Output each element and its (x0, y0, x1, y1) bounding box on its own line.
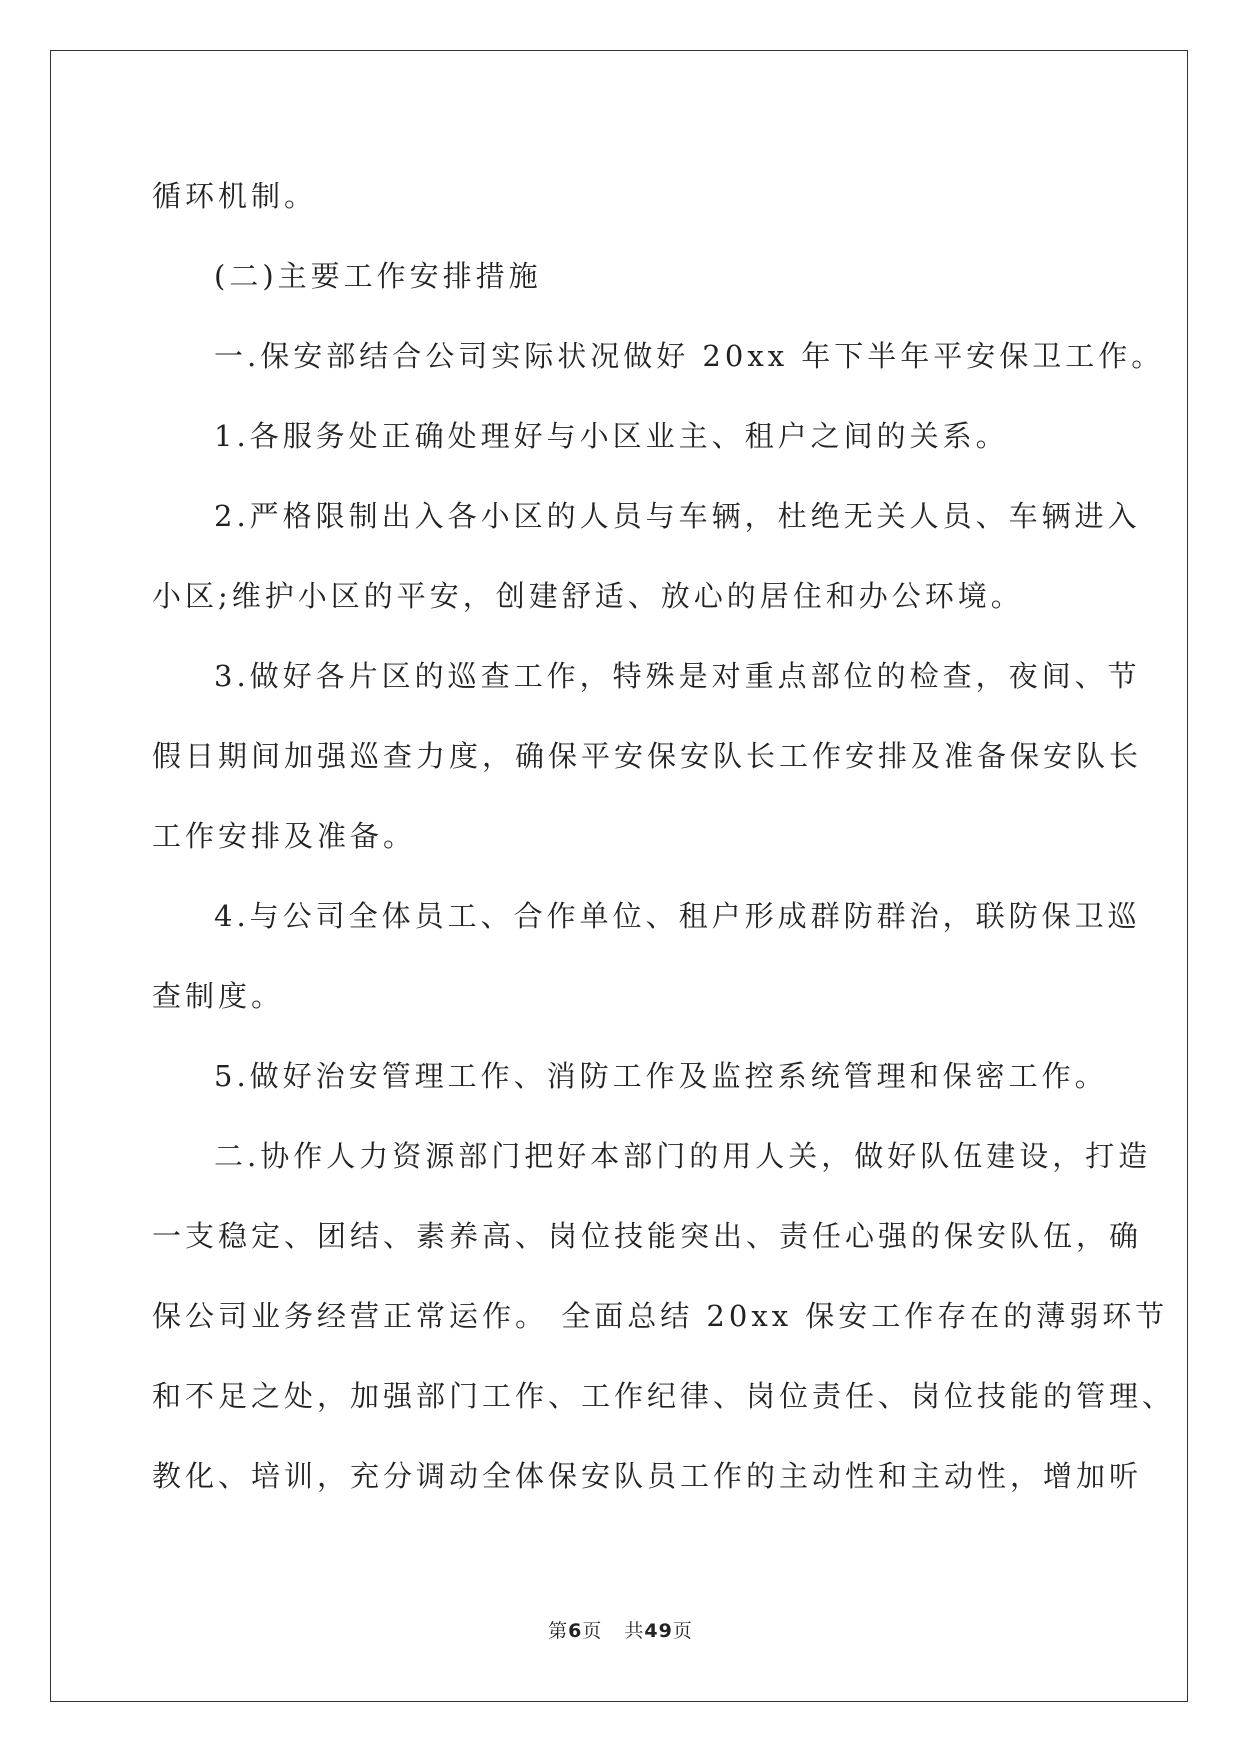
text-line: 4.与公司全体员工、合作单位、租户形成群防群治，联防保卫巡 (214, 899, 1141, 933)
text-line: 一.保安部结合公司实际状况做好 20xx 年下半年平安保卫工作。 (214, 339, 1165, 373)
footer-total-suffix: 页 (672, 1620, 693, 1642)
text-line: 5.做好治安管理工作、消防工作及监控系统管理和保密工作。 (214, 1059, 1108, 1093)
page-footer (0, 1616, 1241, 1643)
text-line: 工作安排及准备。 (152, 819, 417, 853)
current-page-number: 6 (568, 1620, 583, 1642)
text-line: 小区;维护小区的平安，创建舒适、放心的居住和办公环境。 (152, 579, 1024, 613)
text-line: 一支稳定、团结、素养高、岗位技能突出、责任心强的保安队伍，确 (152, 1219, 1143, 1253)
text-line: 2.严格限制出入各小区的人员与车辆，杜绝无关人员、车辆进入 (214, 499, 1141, 533)
section-heading: (二)主要工作安排措施 (214, 259, 542, 293)
text-line: 1.各服务处正确处理好与小区业主、租户之间的关系。 (214, 419, 1009, 453)
total-pages-number: 49 (644, 1620, 673, 1642)
footer-page-suffix: 页 (582, 1620, 603, 1642)
text-line: 保公司业务经营正常运作。 全面总结 20xx 保安工作存在的薄弱环节 (152, 1299, 1169, 1333)
footer-total-prefix: 共 (624, 1620, 645, 1642)
text-line: 假日期间加强巡查力度，确保平安保安队长工作安排及准备保安队长 (152, 739, 1143, 773)
footer-prefix: 第 (548, 1620, 569, 1642)
text-line: 3.做好各片区的巡查工作，特殊是对重点部位的检查，夜间、节 (214, 659, 1141, 693)
text-line: 教化、培训，充分调动全体保安队员工作的主动性和主动性，增加听 (152, 1459, 1143, 1493)
text-line: 和不足之处，加强部门工作、工作纪律、岗位责任、岗位技能的管理、 (152, 1379, 1176, 1413)
text-line: 循环机制。 (152, 179, 318, 213)
text-line: 二.协作人力资源部门把好本部门的用人关，做好队伍建设，打造 (214, 1139, 1152, 1173)
text-line: 查制度。 (152, 979, 285, 1013)
document-body (152, 156, 1176, 1516)
